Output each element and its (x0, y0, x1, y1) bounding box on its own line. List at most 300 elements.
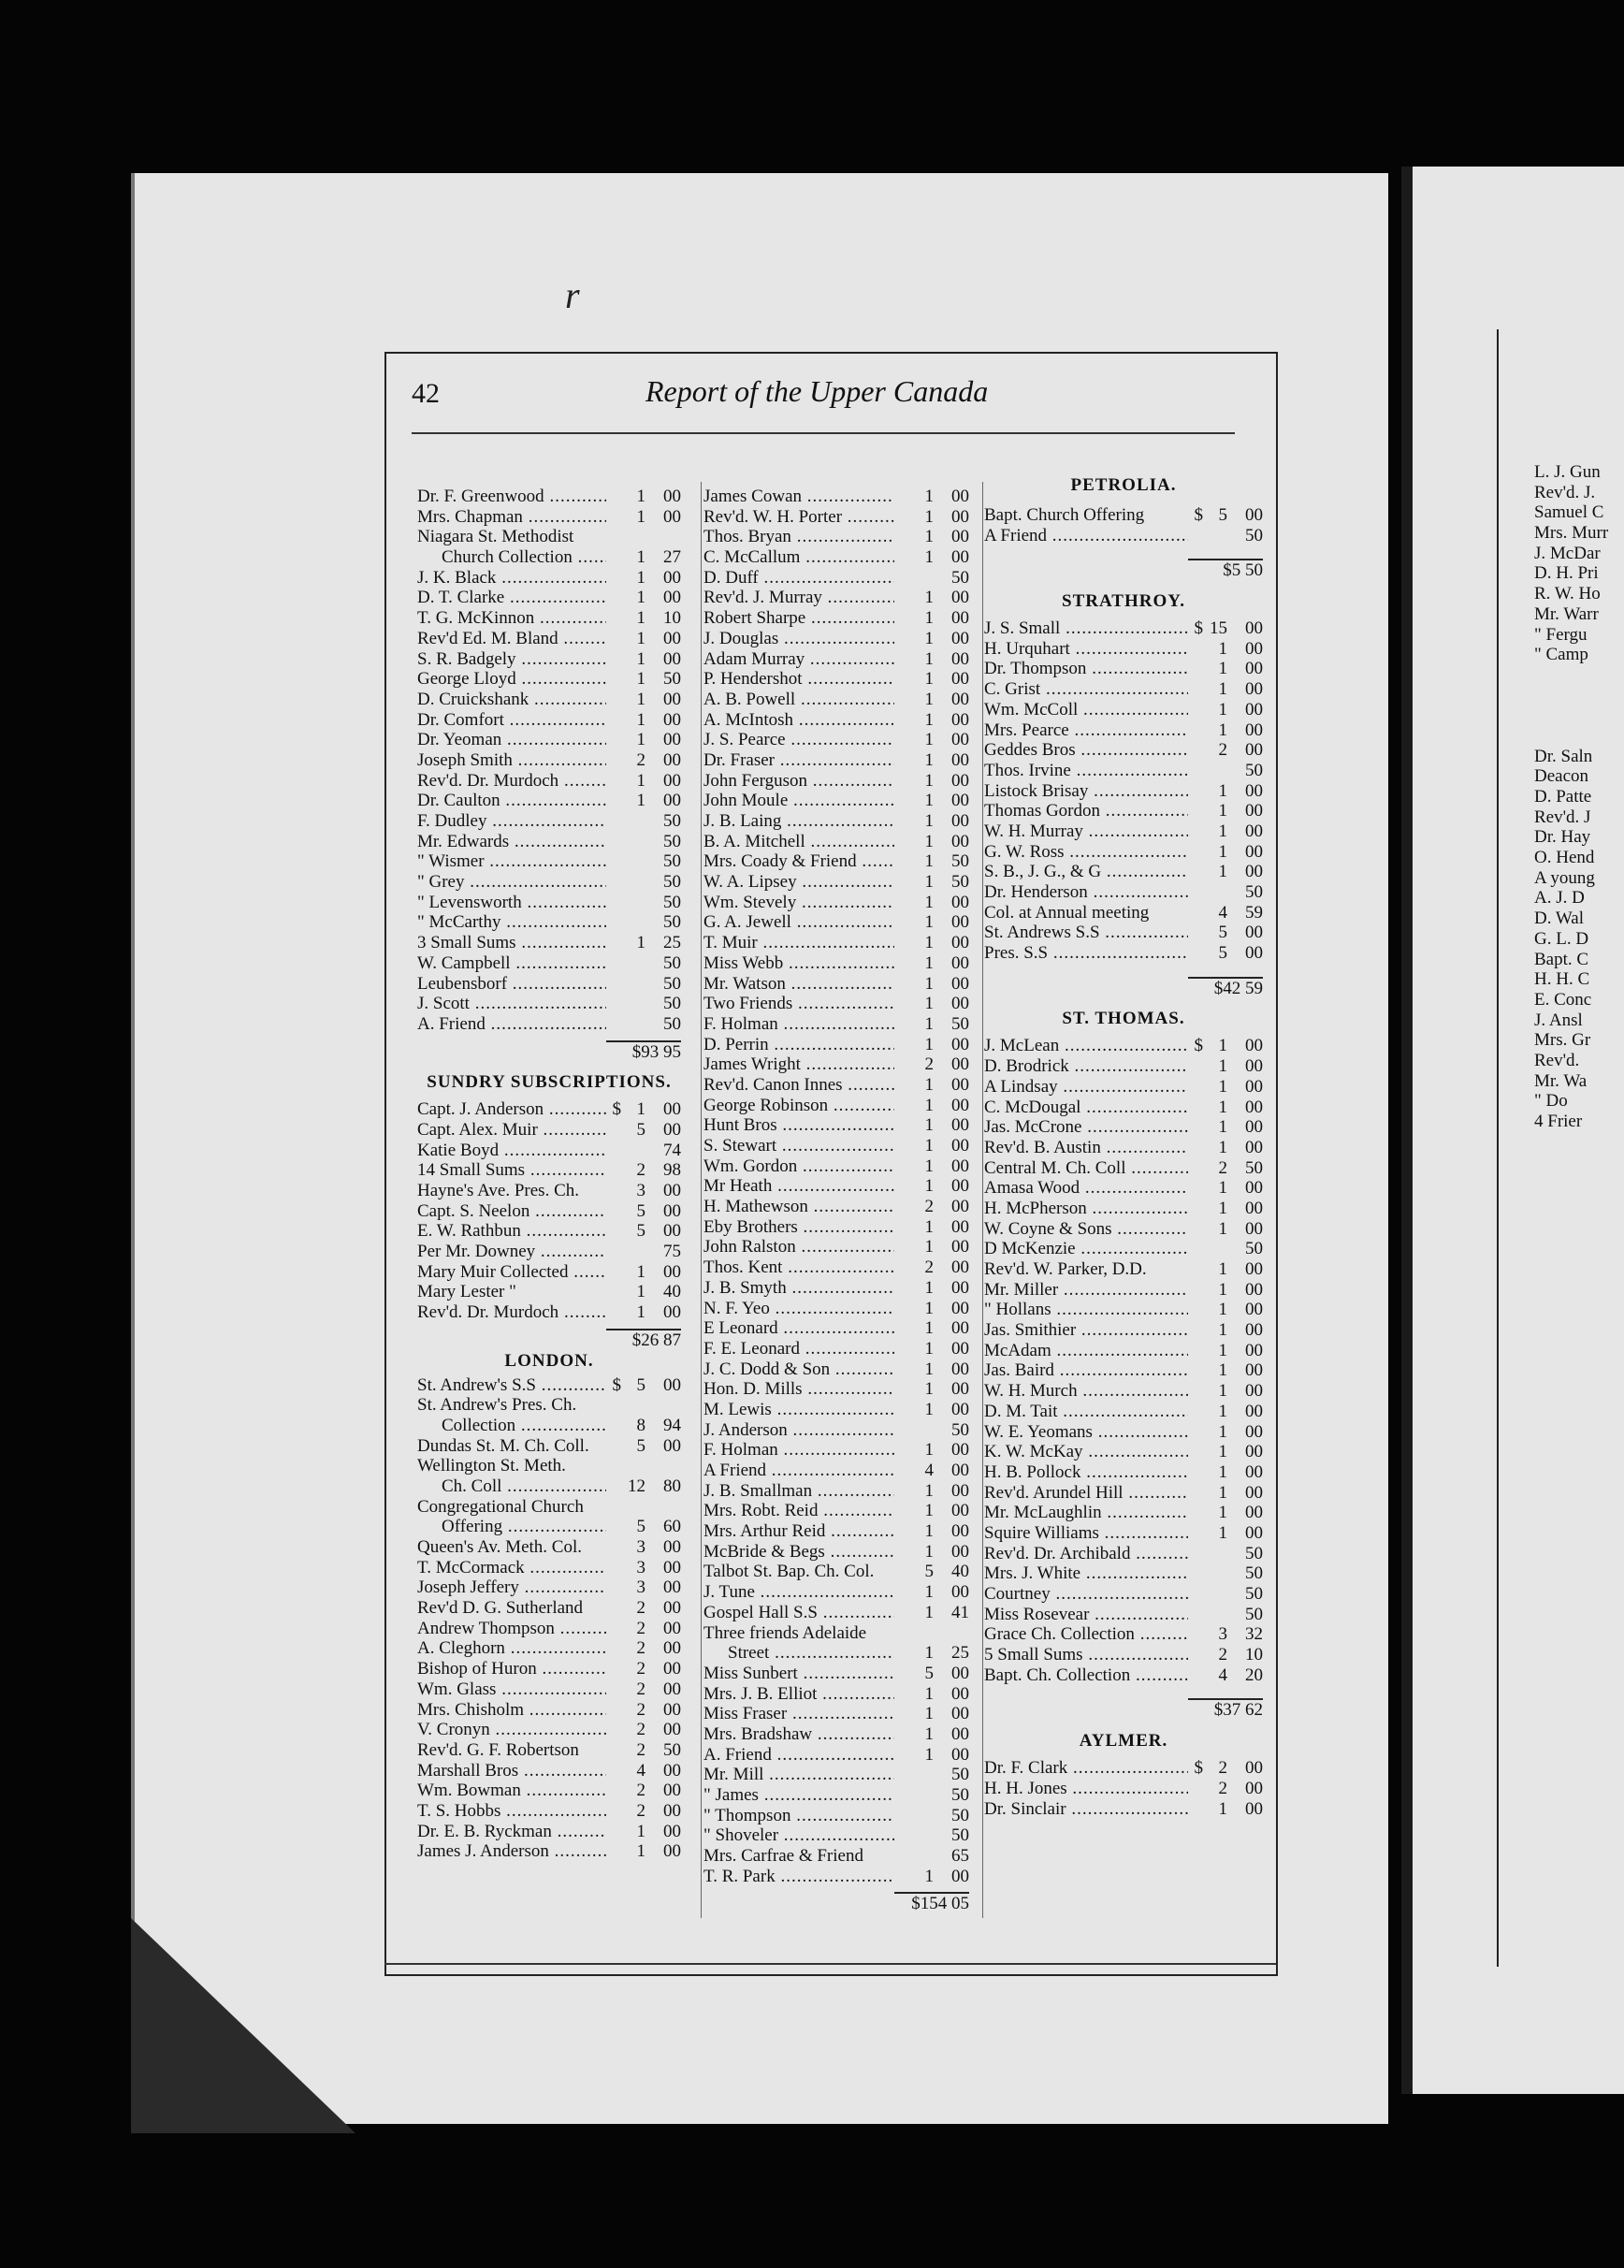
ledger-entry (703, 608, 969, 629)
entry-cents: 00 (951, 648, 969, 669)
entry-dollars: 1 (1218, 1442, 1227, 1462)
entry-name: Mrs. Carfrae & Friend (703, 1846, 863, 1867)
entry-cents: 00 (1245, 923, 1263, 943)
entry-dollars: 1 (1218, 1117, 1227, 1138)
entry-dollars: 12 (628, 1476, 645, 1496)
entry-name: E. W. Rathbun ..... (417, 1221, 606, 1242)
entry-name: Wellington St. Meth. (417, 1456, 566, 1476)
fragment-line: J. McDar (1534, 543, 1601, 563)
ledger-entry (417, 1598, 681, 1619)
column-1 (417, 487, 681, 1862)
entry-name: Street ..... (703, 1643, 894, 1664)
entry-dollars: 5 (1218, 505, 1227, 525)
entry-name: Dr. F. Greenwood ..... (417, 487, 606, 507)
entry-dollars: 1 (924, 1095, 934, 1115)
entry-cents: 65 (951, 1846, 969, 1867)
entry-dollars: 1 (636, 588, 645, 608)
ledger-entry (703, 1258, 969, 1278)
entry-dollars: 15 (1210, 618, 1227, 639)
entry-name: F. Dudley ..... (417, 811, 606, 832)
entry-dollars: 1 (636, 791, 645, 811)
entry-dollars: 1 (636, 1841, 645, 1862)
entry-name: Church Collection ..... (417, 547, 606, 568)
entry-cents: 94 (663, 1415, 681, 1435)
entry-dollars: 1 (924, 1176, 934, 1197)
entry-dollars: 1 (1218, 1198, 1227, 1218)
entry-cents: 00 (951, 1197, 969, 1217)
column-2 (703, 487, 969, 1914)
entry-cents: 00 (951, 1359, 969, 1379)
entry-dollars: 1 (636, 608, 645, 629)
ledger-entry (703, 1075, 969, 1096)
ledger-entry (417, 933, 681, 953)
entry-name: H. H. Jones ..... (984, 1779, 1188, 1799)
entry-dollars: 1 (1218, 659, 1227, 679)
ledger-entry (984, 923, 1263, 943)
ledger-entry (417, 1375, 681, 1396)
page-number: 42 (412, 378, 440, 409)
ledger-entry (984, 1280, 1263, 1301)
entry-name: Niagara St. Methodist (417, 527, 574, 547)
ledger-entry (703, 1461, 969, 1481)
entry-name: Mr. Watson ..... (703, 974, 894, 995)
running-title: Report of the Upper Canada (645, 374, 989, 408)
entry-dollars: 1 (924, 1521, 934, 1542)
entry-cents: 00 (663, 1261, 681, 1282)
entry-dollars: 3 (636, 1577, 645, 1598)
entry-cents: 00 (951, 1866, 969, 1886)
entry-name: Dr. Fraser ..... (703, 750, 894, 771)
ledger-entry (703, 1664, 969, 1684)
entry-cents: 00 (951, 1744, 969, 1765)
entry-cents: 00 (663, 1302, 681, 1323)
entry-cents: 00 (1245, 618, 1263, 639)
entry-cents: 74 (663, 1140, 681, 1160)
ledger-entry (984, 1624, 1263, 1645)
entry-name: Rev'd. Dr. Archibald ..... (984, 1544, 1188, 1564)
entry-dollars: 1 (924, 831, 934, 851)
margin-mark: r (565, 274, 580, 316)
entry-name: Geddes Bros ..... (984, 740, 1188, 761)
entry-cents: 00 (951, 1399, 969, 1419)
entry-name: Mrs. Pearce ..... (984, 720, 1188, 741)
entry-cents: 00 (663, 1577, 681, 1598)
ledger-entry (417, 1262, 681, 1283)
entry-dollars: 1 (924, 1602, 934, 1622)
entry-dollars: 5 (636, 1221, 645, 1242)
entry-dollars: 1 (924, 1136, 934, 1156)
entry-name: Jas. Baird ..... (984, 1360, 1188, 1381)
entry-dollars: 1 (1218, 1381, 1227, 1402)
entry-name: Wm. Bowman ..... (417, 1781, 606, 1801)
entry-cents: 00 (951, 1054, 969, 1075)
entry-name: Mrs. Arthur Reid ..... (703, 1521, 894, 1542)
ledger-entry (417, 1822, 681, 1842)
entry-name: H. Urquhart ..... (984, 639, 1188, 660)
entry-cents: 00 (951, 912, 969, 933)
fragment-line: E. Conc (1534, 989, 1592, 1010)
entry-name: Col. at Annual meeting (984, 902, 1150, 923)
entry-dollars: 1 (1218, 821, 1227, 841)
ledger-entry (984, 618, 1263, 639)
entry-dollars: 1 (924, 1013, 934, 1034)
entry-cents: 50 (663, 669, 681, 690)
entry-cents: 00 (951, 749, 969, 770)
entry-cents: 00 (1245, 1259, 1263, 1280)
entry-dollars: 2 (1218, 1758, 1227, 1779)
ledger-entry (703, 487, 969, 507)
ledger-entry (417, 608, 681, 629)
entry-dollars: 1 (924, 1683, 934, 1704)
entry-name: Dr. Sinclair ..... (984, 1799, 1188, 1820)
entry-dollars: 4 (636, 1760, 645, 1781)
entry-name: Mr Heath ..... (703, 1176, 894, 1197)
entry-cents: 00 (663, 791, 681, 811)
entry-cents: 00 (663, 1618, 681, 1638)
entry-name: McAdam ..... (984, 1341, 1188, 1361)
column-divider-2 (982, 482, 983, 1918)
entry-dollars: 2 (636, 1781, 645, 1801)
entry-cents: 00 (951, 1480, 969, 1501)
ledger-entry (703, 791, 969, 811)
entry-cents: 00 (951, 1461, 969, 1480)
dollar-sign: $ (612, 1374, 621, 1395)
entry-name: Dr. Caulton ..... (417, 791, 606, 811)
entry-name: D. Perrin ..... (703, 1035, 894, 1055)
entry-dollars: 1 (924, 1115, 934, 1136)
entry-cents: 00 (663, 588, 681, 608)
ledger-entry (417, 953, 681, 974)
ledger-entry (417, 832, 681, 852)
entry-cents: 00 (951, 709, 969, 730)
entry-dollars: 2 (636, 1739, 645, 1760)
entry-name: A Lindsay ..... (984, 1077, 1188, 1098)
entry-cents: 00 (663, 730, 681, 750)
entry-dollars: 1 (636, 1099, 645, 1120)
entry-cents: 50 (951, 872, 969, 893)
ledger-entry (417, 1619, 681, 1639)
ledger-entry (984, 1098, 1263, 1118)
ledger-entry (703, 1237, 969, 1258)
ledger-entry (703, 1176, 969, 1197)
entry-dollars: 1 (636, 1282, 645, 1302)
entry-dollars: 1 (636, 547, 645, 568)
ledger-entry (703, 1562, 969, 1582)
entry-dollars: 1 (924, 588, 934, 608)
entry-dollars: 1 (924, 709, 934, 730)
entry-name: Squire Williams ..... (984, 1523, 1188, 1544)
entry-name: J. B. Laing ..... (703, 811, 894, 832)
fragment-line: Rev'd. (1534, 1050, 1580, 1070)
ledger-entry (703, 690, 969, 710)
entry-name: Hon. D. Mills ..... (703, 1379, 894, 1400)
subtotal: $37 62 (1188, 1698, 1263, 1721)
entry-dollars: 1 (636, 567, 645, 588)
ledger-entry (984, 1523, 1263, 1544)
entry-dollars: 1 (636, 1821, 645, 1841)
entry-cents: 50 (951, 1805, 969, 1825)
entry-cents: 00 (951, 1582, 969, 1603)
entry-name: " McCarthy ..... (417, 912, 606, 933)
ledger-entry (984, 1056, 1263, 1077)
entry-name: Mrs. Chapman ..... (417, 507, 606, 528)
ledger-entry (417, 1761, 681, 1781)
entry-cents: 00 (1245, 1758, 1263, 1779)
ledger-entry (703, 1582, 969, 1603)
entry-cents: 00 (1245, 720, 1263, 740)
entry-cents: 00 (1245, 1522, 1263, 1543)
entry-dollars: 1 (636, 689, 645, 709)
entry-name: James Wright ..... (703, 1054, 894, 1075)
entry-name: H. B. Pollock ..... (984, 1462, 1188, 1483)
fragment-line: Mr. Warr (1534, 603, 1599, 624)
entry-cents: 00 (951, 608, 969, 629)
entry-name: W. Coyne & Sons ..... (984, 1219, 1188, 1240)
entry-cents: 32 (1245, 1624, 1263, 1645)
entry-name: Two Friends ..... (703, 994, 894, 1014)
entry-name: Wm. McColl ..... (984, 700, 1188, 720)
ledger-entry (984, 1442, 1263, 1462)
ledger-entry (417, 547, 681, 568)
column-divider-1 (701, 482, 702, 1918)
entry-cents: 00 (951, 1440, 969, 1461)
entry-cents: 00 (1245, 1442, 1263, 1462)
ledger-entry (984, 1503, 1263, 1523)
ledger-entry (703, 1318, 969, 1339)
ledger-entry (703, 649, 969, 670)
entry-name: Three friends Adelaide (703, 1622, 867, 1643)
entry-dollars: 1 (924, 749, 934, 770)
ledger-entry (703, 1542, 969, 1563)
entry-cents: 00 (663, 1841, 681, 1862)
entry-name: F. E. Leonard ..... (703, 1339, 894, 1359)
ledger-entry (417, 669, 681, 690)
entry-cents: 50 (663, 811, 681, 831)
entry-name: C. Grist ..... (984, 679, 1188, 700)
entry-dollars: 1 (1218, 1259, 1227, 1280)
entry-dollars: 1 (636, 648, 645, 669)
entry-dollars: 1 (924, 1379, 934, 1400)
ledger-entry (703, 507, 969, 528)
entry-cents: 00 (663, 1638, 681, 1659)
entry-name: Rev'd. W. Parker, D.D. (984, 1259, 1147, 1280)
ledger-entry (703, 1420, 969, 1441)
entry-cents: 50 (1245, 1239, 1263, 1259)
entry-name: Rev'd. Dr. Murdoch ..... (417, 1302, 606, 1323)
entry-cents: 00 (1245, 659, 1263, 679)
entry-name: T. S. Hobbs ..... (417, 1801, 606, 1822)
ledger-entry (417, 527, 681, 547)
entry-name: T. Muir ..... (703, 933, 894, 953)
fragment-line: G. L. D (1534, 928, 1589, 949)
ledger-entry (984, 1300, 1263, 1320)
entry-name: Congregational Church (417, 1496, 584, 1517)
subtotal: $154 05 (894, 1892, 969, 1914)
entry-dollars: 2 (636, 1699, 645, 1720)
ledger-entry (984, 1584, 1263, 1605)
fragment-line: " Fergu (1534, 624, 1588, 645)
entry-dollars: 2 (924, 1258, 934, 1278)
entry-name: T. McCormack ..... (417, 1558, 606, 1578)
ledger-entry (703, 872, 969, 893)
entry-name: Mr. Mill ..... (703, 1765, 894, 1785)
col1-top-list (417, 487, 681, 1035)
entry-dollars: 5 (1218, 923, 1227, 943)
entry-dollars: 1 (1218, 720, 1227, 740)
entry-name: Mrs. Coady & Friend ..... (703, 851, 894, 872)
entry-cents: 00 (663, 1699, 681, 1720)
entry-cents: 00 (1245, 1461, 1263, 1482)
entry-cents: 50 (663, 973, 681, 994)
entry-name: Mrs. Robt. Reid ..... (703, 1501, 894, 1521)
entry-cents: 50 (663, 952, 681, 973)
entry-name: D. Duff ..... (703, 568, 894, 589)
dollar-sign: $ (1194, 1758, 1203, 1779)
entry-name: George Lloyd ..... (417, 669, 606, 690)
ledger-entry (417, 1436, 681, 1457)
entry-dollars: 1 (924, 1643, 934, 1664)
ledger-entry (703, 1359, 969, 1380)
ledger-entry (703, 1299, 969, 1319)
fragment-line: D. Wal (1534, 909, 1585, 929)
entry-dollars: 1 (1218, 780, 1227, 801)
entry-name: Jas. Smithier ..... (984, 1320, 1188, 1341)
ledger-entry (703, 1724, 969, 1745)
ledger-entry (417, 1014, 681, 1035)
entry-cents: 00 (1245, 1401, 1263, 1421)
entry-name: Rev'd. Canon Innes ..... (703, 1075, 894, 1096)
entry-dollars: 1 (924, 1156, 934, 1176)
ledger-entry (984, 862, 1263, 882)
entry-name: Capt. Alex. Muir ..... (417, 1120, 606, 1141)
ledger-entry (703, 994, 969, 1014)
entry-cents: 00 (663, 648, 681, 669)
ledger-entry (417, 690, 681, 710)
entry-name: " James ..... (703, 1785, 894, 1806)
section-heading: AYLMER. (1079, 1731, 1168, 1752)
entry-dollars: 2 (636, 1160, 645, 1181)
entry-name: D. M. Tait ..... (984, 1402, 1188, 1422)
entry-dollars: 1 (924, 791, 934, 811)
entry-name: Adam Murray ..... (703, 649, 894, 670)
entry-name: J. C. Dodd & Son ..... (703, 1359, 894, 1380)
ledger-entry (984, 842, 1263, 863)
page-corner-shadow (131, 1918, 355, 2133)
entry-name: F. Holman ..... (703, 1440, 894, 1461)
entry-dollars: 1 (1218, 1056, 1227, 1077)
ledger-entry (984, 1199, 1263, 1219)
entry-cents: 00 (1245, 1778, 1263, 1798)
entry-dollars: 1 (924, 1744, 934, 1765)
entry-cents: 00 (1245, 699, 1263, 720)
entry-cents: 50 (951, 1785, 969, 1805)
entry-name: Hunt Bros ..... (703, 1115, 894, 1136)
entry-name: Thos. Bryan ..... (703, 527, 894, 547)
entry-cents: 00 (1245, 1056, 1263, 1077)
ledger-entry (984, 526, 1263, 546)
entry-name: Queen's Av. Meth. Col. (417, 1537, 582, 1558)
fragment-line: Mrs. Gr (1534, 1030, 1591, 1051)
entry-dollars: 5 (636, 1119, 645, 1140)
ledger-entry (417, 872, 681, 893)
fragment-line (1534, 665, 1624, 686)
entry-dollars: 2 (636, 1720, 645, 1740)
entry-dollars: 1 (924, 1501, 934, 1521)
ledger-entry (984, 1665, 1263, 1686)
entry-cents: 50 (951, 567, 969, 588)
fragment-line: J. Ansl (1534, 1010, 1583, 1030)
entry-cents: 00 (1245, 821, 1263, 841)
entry-name: A Friend ..... (984, 526, 1188, 546)
section-heading: LONDON. (504, 1350, 594, 1371)
ledger-entry (417, 1476, 681, 1497)
entry-cents: 00 (1245, 780, 1263, 801)
entry-name: St. Andrew's S.S ..... (417, 1375, 606, 1396)
col3-strathroy-list (984, 618, 1263, 964)
entry-cents: 00 (951, 1074, 969, 1095)
entry-name: Miss Webb ..... (703, 953, 894, 974)
fragment-line: " Do (1534, 1091, 1568, 1112)
ledger-entry (984, 1239, 1263, 1259)
fragment-line (1534, 686, 1624, 706)
ledger-entry (417, 1700, 681, 1721)
entry-dollars: 2 (1218, 740, 1227, 761)
entry-cents: 00 (951, 933, 969, 953)
ledger-entry (417, 507, 681, 528)
entry-name: Joseph Jeffery ..... (417, 1577, 606, 1598)
entry-cents: 00 (951, 1176, 969, 1197)
entry-name: J. K. Black ..... (417, 568, 606, 589)
ledger-entry (984, 1259, 1263, 1280)
entry-cents: 50 (951, 851, 969, 872)
entry-cents: 00 (1245, 1279, 1263, 1300)
entry-dollars: 1 (636, 506, 645, 527)
entry-cents: 50 (1245, 1563, 1263, 1584)
ledger-entry (984, 1341, 1263, 1361)
ledger-entry (417, 1395, 681, 1416)
entry-cents: 80 (663, 1476, 681, 1496)
entry-cents: 00 (951, 1095, 969, 1115)
ledger-entry (703, 710, 969, 731)
entry-name: J. B. Smallman ..... (703, 1481, 894, 1502)
entry-dollars: 2 (1218, 1645, 1227, 1665)
entry-cents: 00 (951, 506, 969, 527)
entry-name: McBride & Begs ..... (703, 1542, 894, 1563)
entry-dollars: 2 (1218, 1778, 1227, 1798)
entry-dollars: 1 (636, 730, 645, 750)
entry-cents: 00 (951, 628, 969, 648)
entry-cents: 00 (951, 547, 969, 568)
fragment-line: O. Hend (1534, 848, 1595, 868)
entry-name: Bishop of Huron ..... (417, 1659, 606, 1679)
entry-name: Jas. McCrone ..... (984, 1117, 1188, 1138)
ledger-entry (984, 659, 1263, 679)
ledger-entry (703, 1197, 969, 1217)
entry-name: Mrs. Bradshaw ..... (703, 1724, 894, 1745)
ledger-entry (417, 1160, 681, 1181)
ledger-entry (703, 629, 969, 649)
entry-dollars: 1 (1218, 1340, 1227, 1360)
entry-dollars: 8 (636, 1415, 645, 1435)
ledger-entry (984, 1320, 1263, 1341)
ledger-entry (417, 974, 681, 995)
entry-cents: 00 (1245, 1036, 1263, 1056)
ledger-entry (703, 1806, 969, 1826)
entry-name: J. Tune ..... (703, 1582, 894, 1603)
ledger-entry (703, 1825, 969, 1846)
ledger-entry (417, 1720, 681, 1740)
ledger-entry (703, 1623, 969, 1644)
